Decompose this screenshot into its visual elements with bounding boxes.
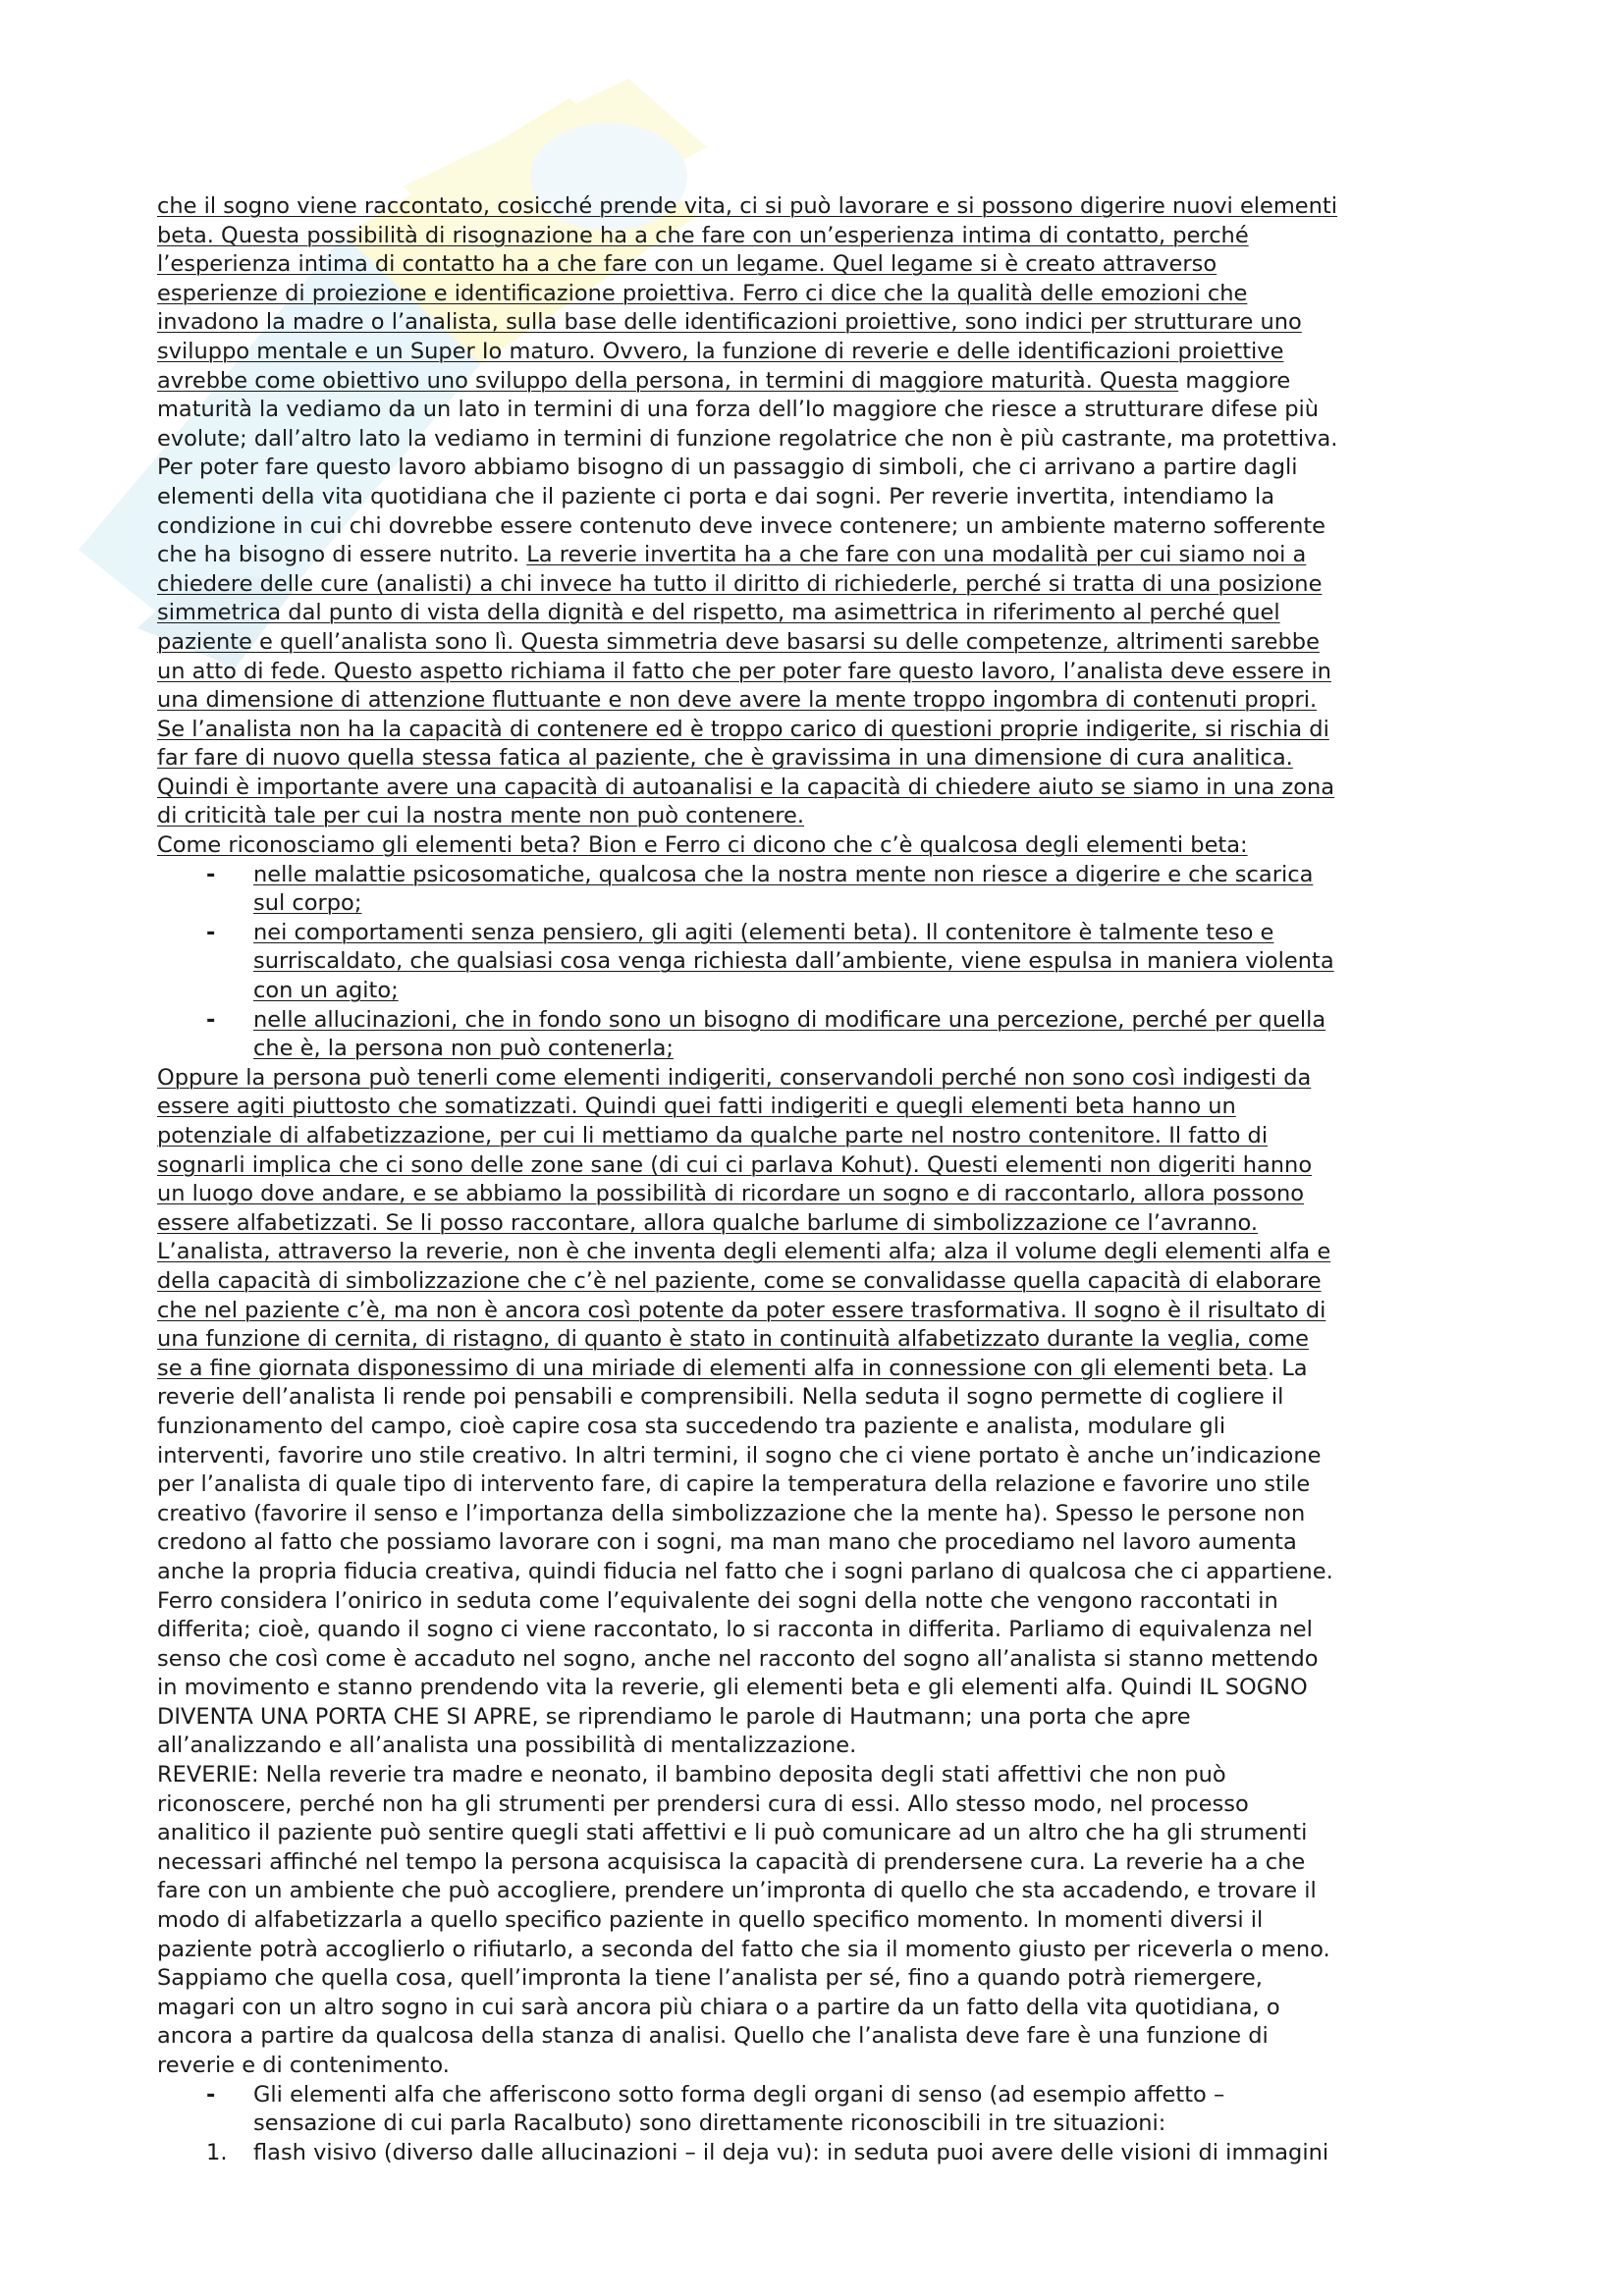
bullet-item xyxy=(157,1006,1502,1064)
plain-text: evolute; dall’altro lato la vediamo in termini di funzione regolatrice che non è più castrante, ma protettiva. xyxy=(157,425,1338,452)
underlined-text: l’esperienza intima di contatto ha a che fare con un legame. Quel legame si è creato attraverso xyxy=(157,251,1217,278)
underlined-text: Oppure la persona può tenerli come elementi indigeriti, conservandoli perché non sono così indigesti da xyxy=(157,1064,1312,1091)
bullet-text: sul corpo; xyxy=(253,890,362,917)
underlined-text: paziente e quell’analista sono lì. Questa simmetria deve basarsi su delle competenze, altrimenti sarebbe xyxy=(157,628,1320,655)
plain-text: DIVENTA UNA PORTA CHE SI APRE, se riprendiamo le parole di Hautmann; una porta che apre xyxy=(157,1703,1191,1730)
plain-text: REVERIE: Nella reverie tra madre e neonato, il bambino deposita degli stati affettivi che non può xyxy=(157,1762,1226,1789)
text-line xyxy=(157,1355,1502,1384)
plain-text: in movimento e stanno prendendo vita la reverie, gli elementi beta e gli elementi alfa. Quindi IL SOGNO xyxy=(157,1675,1308,1701)
text-line xyxy=(157,1209,1502,1239)
underlined-text: di criticità tale per cui la nostra mente non può contenere. xyxy=(157,803,805,829)
plain-text: paziente potrà accoglierlo o rifiutarlo, a seconda del fatto che sia il momento giusto per riceverla o meno. xyxy=(157,1936,1330,1962)
plain-text: reverie e di contenimento. xyxy=(157,2053,450,2078)
plain-text: analitico il paziente può sentire quegli stati affettivi e li può comunicare ad un altro che ha gli strumenti xyxy=(157,1820,1308,1846)
text-line xyxy=(157,1383,1502,1413)
plain-text: funzionamento del campo, cioè capire cosa sta succedendo tra paziente e analista, modulare gli xyxy=(157,1413,1226,1439)
underlined-text: beta. Questa possibilità di risognazione ha a che fare con un’esperienza intima di contatto, perché xyxy=(157,222,1249,248)
text-line xyxy=(157,1151,1502,1181)
plain-text: riconoscere, perché non ha gli strumenti per prendersi cura di essi. Allo stesso modo, nel processo xyxy=(157,1790,1249,1817)
bullet-text: flash visivo (diverso dalle allucinazioni – il deja vu): in seduta puoi avere delle visioni di immagini xyxy=(253,2139,1329,2165)
text-line xyxy=(157,1442,1502,1471)
plain-text: . La xyxy=(1267,1355,1308,1381)
text-line xyxy=(157,1470,1502,1500)
plain-text: interventi, favorire uno stile creativo. In altri termini, il sogno che ci viene portato è anche un’indicazione xyxy=(157,1442,1322,1468)
underlined-text: essere agiti piuttosto che somatizzati. Quindi quei fatti indigeriti e quegli elementi beta hanno un xyxy=(157,1094,1236,1120)
text-line xyxy=(157,250,1502,280)
bullet-item xyxy=(157,919,1502,1006)
text-line xyxy=(157,1325,1502,1355)
bullet-item xyxy=(157,861,1502,919)
bullet-text: sensazione di cui parla Racalbuto) sono direttamente riconoscibili in tre situazioni: xyxy=(253,2110,1166,2137)
plain-text: che ha bisogno di essere nutrito. xyxy=(157,542,527,568)
underlined-text: essere alfabetizzati. Se li posso raccontare, allora qualche barlume di simbolizzazione ce l’avranno. xyxy=(157,1209,1259,1236)
text-line xyxy=(157,1413,1502,1442)
underlined-text: far fare di nuovo quella stessa fatica al paziente, che è gravissima in una dimensione di cura analitica. xyxy=(157,745,1293,772)
plain-text: anche la propria fiducia creativa, quindi fiducia nel fatto che i sogni parlano di qualcosa che ci appartiene. xyxy=(157,1558,1333,1584)
text-line xyxy=(157,570,1502,600)
plain-text: maturità la vediamo da un lato in termini di una forza dell’Io maggiore che riesce a strutturare difese più xyxy=(157,397,1320,423)
plain-text: reverie dell’analista li rende poi pensabili e comprensibili. Nella seduta il sogno permette di cogliere il xyxy=(157,1384,1284,1411)
numbered-item xyxy=(157,2139,1502,2168)
underlined-text: potenziale di alfabetizzazione, per cui li mettiamo da qualche parte nel nostro contenitore. Il fatto di xyxy=(157,1123,1269,1148)
underlined-text: che il sogno viene raccontato, cosicché prende vita, ci si può lavorare e si possono digerire nuovi elementi xyxy=(157,193,1337,219)
plain-text: per l’analista di quale tipo di intervento fare, di capire la temperatura della relazione e favorire uno stile xyxy=(157,1471,1311,1498)
plain-text: maggiore xyxy=(1178,367,1291,394)
text-line xyxy=(157,1587,1502,1617)
text-line xyxy=(157,716,1502,745)
text-line xyxy=(157,1297,1502,1326)
plain-text: elementi della vita quotidiana che il paziente ci porta e dai sogni. Per reverie invertita, intendiamo la xyxy=(157,483,1275,509)
text-line xyxy=(157,512,1502,542)
underlined-text: chiedere delle cure (analisti) a chi invece ha tutto il diritto di richiederle, perché si tratta di una posizione xyxy=(157,570,1323,597)
text-line xyxy=(157,2052,1502,2081)
text-line xyxy=(157,1674,1502,1703)
text-line xyxy=(157,1064,1502,1094)
text-line xyxy=(157,2022,1502,2052)
bullet-mark: - xyxy=(206,2081,216,2108)
plain-text: necessari affinché nel tempo la persona acquisisca la capacità di prendersene cura. La reverie ha a che xyxy=(157,1848,1306,1875)
text-line xyxy=(157,802,1502,831)
text-line xyxy=(157,686,1502,716)
bullet-text: con un agito; xyxy=(253,978,399,1004)
text-line xyxy=(157,1267,1502,1297)
text-line xyxy=(157,831,1502,861)
bullet-mark: - xyxy=(206,919,216,945)
text-line xyxy=(157,1703,1502,1733)
underlined-text: Come riconosciamo gli elementi beta? Bion e Ferro ci dicono che c’è qualcosa degli elementi beta: xyxy=(157,832,1248,859)
bullet-mark: - xyxy=(206,1006,216,1033)
text-line xyxy=(157,1848,1502,1878)
plain-text: Per poter fare questo lavoro abbiamo bisogno di un passaggio di simboli, che ci arrivano a partire dagli xyxy=(157,454,1298,481)
bullet-text: nei comportamenti senza pensiero, gli agiti (elementi beta). Il contenitore è talmente teso e xyxy=(253,919,1274,945)
text-line xyxy=(157,1180,1502,1209)
text-line xyxy=(157,541,1502,570)
text-line xyxy=(157,599,1502,628)
text-line xyxy=(157,338,1502,367)
text-line xyxy=(157,1616,1502,1645)
plain-text: magari con un altro sogno in cui sarà ancora più chiara o a partire da un fatto della vita quotidiana, o xyxy=(157,1994,1280,2020)
plain-text: Ferro considera l’onirico in seduta come l’equivalente dei sogni della notte che vengono raccontati in xyxy=(157,1587,1278,1614)
text-line xyxy=(157,1906,1502,1936)
underlined-text: Quindi è importante avere una capacità di autoanalisi e la capacità di chiedere aiuto se siamo in una zona xyxy=(157,774,1335,800)
underlined-text: se a fine giornata disponessimo di una miriade di elementi alfa in connessione con gli elementi beta xyxy=(157,1355,1268,1381)
text-line xyxy=(157,308,1502,338)
bullet-text: surriscaldato, che qualsiasi cosa venga richiesta dall’ambiente, viene espulsa in maniera violenta xyxy=(253,948,1334,975)
underlined-text: una funzione di cernita, di ristagno, di quanto è stato in continuità alfabetizzato durante la veglia, come xyxy=(157,1326,1309,1353)
plain-text: Sappiamo che quella cosa, quell’impronta la tiene l’analista per sé, fino a quando potrà riemergere, xyxy=(157,1965,1263,1992)
bullet-mark: - xyxy=(206,861,216,887)
underlined-text: un atto di fede. Questo aspetto richiama il fatto che per poter fare questo lavoro, l’analista deve essere in xyxy=(157,658,1331,684)
underlined-text: della capacità di simbolizzazione che c’è nel paziente, come se convalidasse quella capacità di elaborare xyxy=(157,1267,1322,1294)
text-line xyxy=(157,367,1502,397)
text-line xyxy=(157,1790,1502,1820)
underlined-text: esperienze di proiezione e identificazione proiettiva. Ferro ci dice che la qualità delle emozioni che xyxy=(157,280,1248,306)
underlined-text: L’analista, attraverso la reverie, non è che inventa degli elementi alfa; alza il volume degli elementi alfa e xyxy=(157,1239,1331,1265)
text-line xyxy=(157,1093,1502,1122)
text-line xyxy=(157,744,1502,774)
bullet-text: che è, la persona non può contenerla; xyxy=(253,1036,674,1062)
text-line xyxy=(157,1558,1502,1587)
text-line xyxy=(157,222,1502,251)
text-line xyxy=(157,1238,1502,1267)
text-line xyxy=(157,192,1502,222)
text-line xyxy=(157,658,1502,687)
underlined-text: avrebbe come obiettivo uno sviluppo della persona, in termini di maggiore maturità. Questa xyxy=(157,367,1179,394)
plain-text: all’analizzando e all’analista una possibilità di mentalizzazione. xyxy=(157,1733,857,1759)
text-line xyxy=(157,1761,1502,1790)
text-line xyxy=(157,1528,1502,1558)
plain-text: modo di alfabetizzarla a quello specifico paziente in quello specifico momento. In momenti diversi il xyxy=(157,1907,1264,1934)
plain-text: ancora a partire da qualcosa della stanza di analisi. Quello che l’analista deve fare è una funzione di xyxy=(157,2023,1269,2050)
underlined-text: Se l’analista non ha la capacità di contenere ed è troppo carico di questioni proprie indigerite, si rischia di xyxy=(157,716,1329,742)
plain-text: senso che così come è accaduto nel sogno, anche nel racconto del sogno all’analista si stanno mettendo xyxy=(157,1645,1319,1672)
document-text xyxy=(157,192,1502,2167)
text-line xyxy=(157,1732,1502,1761)
underlined-text: una dimensione di attenzione fluttuante e non deve avere la mente troppo ingombra di contenuti propri. xyxy=(157,687,1318,714)
plain-text: credono al fatto che possiamo lavorare con i sogni, ma man mano che procediamo nel lavoro aumenta xyxy=(157,1529,1297,1556)
plain-text: creativo (favorire il senso e l’importanza della simbolizzazione che la mente ha). Spesso le persone non xyxy=(157,1500,1306,1526)
underlined-text: simmetrica dal punto di vista della dignità e del rispetto, ma asimettrica in riferimento al perché quel xyxy=(157,600,1280,626)
underlined-text: invadono la madre o l’analista, sulla base delle identificazioni proiettive, sono indici per strutturare uno xyxy=(157,309,1302,336)
text-line xyxy=(157,1994,1502,2023)
text-line xyxy=(157,483,1502,512)
text-line xyxy=(157,628,1502,658)
text-line xyxy=(157,1936,1502,1965)
plain-text: differita; cioè, quando il sogno ci viene raccontato, lo si racconta in differita. Parliamo di equivalenza nel xyxy=(157,1617,1313,1643)
item-number: 1. xyxy=(206,2139,228,2165)
bullet-text: Gli elementi alfa che afferiscono sotto forma degli organi di senso (ad esempio affetto – xyxy=(253,2081,1225,2108)
underlined-text: sviluppo mentale e un Super Io maturo. Ovvero, la funzione di reverie e delle identificazioni proiettive xyxy=(157,338,1284,364)
plain-text: fare con un ambiente che può accogliere, prendere un’impronta di quello che sta accadendo, e trovare il xyxy=(157,1878,1317,1904)
underlined-text: sognarli implica che ci sono delle zone sane (di cui ci parlava Kohut). Questi elementi non digeriti hanno xyxy=(157,1151,1313,1178)
text-line xyxy=(157,1877,1502,1906)
underlined-text: un luogo dove andare, e se abbiamo la possibilità di ricordare un sogno e di raccontarlo, allora possono xyxy=(157,1181,1305,1207)
plain-text: condizione in cui chi dovrebbe essere contenuto deve invece contenere; un ambiente materno sofferente xyxy=(157,512,1326,539)
text-line xyxy=(157,1964,1502,1994)
text-line xyxy=(157,1122,1502,1151)
text-line xyxy=(157,1819,1502,1848)
text-line xyxy=(157,774,1502,803)
underlined-text: che nel paziente c’è, ma non è ancora così potente da poter essere trasformativa. Il sogno è il risultato di xyxy=(157,1297,1326,1323)
text-line xyxy=(157,1645,1502,1675)
bullet-item xyxy=(157,2081,1502,2139)
underlined-text: La reverie invertita ha a che fare con una modalità per cui siamo noi a xyxy=(526,542,1307,568)
bullet-text: nelle malattie psicosomatiche, qualcosa che la nostra mente non riesce a digerire e che scarica xyxy=(253,861,1314,887)
text-line xyxy=(157,280,1502,309)
text-line xyxy=(157,425,1502,454)
text-line xyxy=(157,454,1502,483)
text-line xyxy=(157,1500,1502,1529)
bullet-text: nelle allucinazioni, che in fondo sono un bisogno di modificare una percezione, perché per quella xyxy=(253,1006,1326,1033)
text-line xyxy=(157,396,1502,425)
